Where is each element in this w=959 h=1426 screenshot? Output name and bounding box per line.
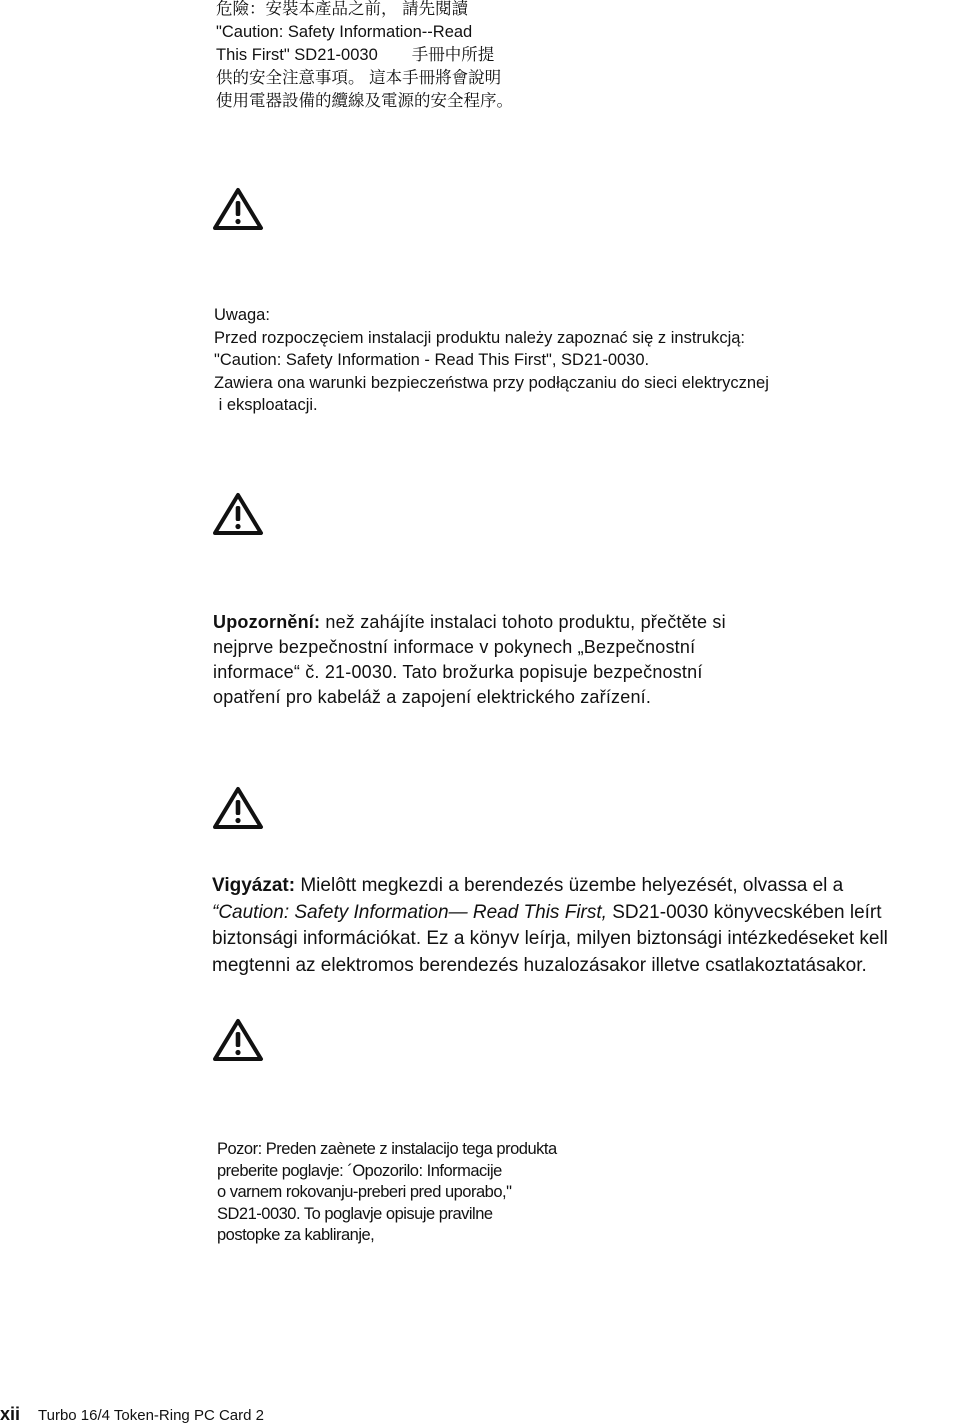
warning-triangle-icon	[212, 785, 264, 831]
notice-line	[212, 873, 888, 900]
notice-line: Uwaga:	[214, 306, 270, 324]
page-number: xii	[0, 1404, 21, 1424]
notice-line-part: 手冊中所提	[411, 46, 495, 64]
notice-line	[212, 900, 888, 927]
slovenian-safety-notice	[217, 1139, 557, 1247]
notice-line: 危險：安裝本產品之前， 請先閱讀	[216, 0, 469, 18]
notice-line: 供的安全注意事項。 這本手冊將會說明	[216, 69, 502, 87]
hungarian-safety-notice	[212, 873, 888, 979]
notice-lead: Upozornění:	[213, 612, 321, 632]
warning-triangle-icon	[212, 1017, 264, 1063]
chinese-safety-notice	[216, 0, 513, 113]
polish-safety-notice	[214, 304, 769, 417]
notice-line-part: This First" SD21-0030	[216, 46, 378, 64]
notice-line-part: než zahájíte instalaci tohoto produktu, přečtěte si	[320, 612, 726, 632]
warning-triangle-icon	[212, 186, 264, 232]
notice-line: biztonsági információkat. Ez a könyv leírja, milyen biztonsági intézkedéseket kell	[212, 928, 888, 949]
notice-line: "Caution: Safety Information--Read	[216, 23, 473, 41]
notice-line: nejprve bezpečnostní informace v pokynech „Bezpečnostní	[213, 637, 696, 657]
notice-line	[216, 44, 513, 67]
notice-line: Pozor: Preden zaènete z instalacijo tega produkta	[217, 1140, 557, 1158]
czech-safety-notice	[213, 610, 726, 710]
document-title: Turbo 16/4 Token-Ring PC Card 2	[38, 1407, 264, 1424]
notice-line: o varnem rokovanju-preberi pred uporabo,"	[217, 1183, 512, 1201]
notice-line: informace“ č. 21-0030. Tato brožurka popisuje bezpečnostní	[213, 662, 703, 682]
notice-line: postopke za kabliranje,	[217, 1226, 375, 1244]
notice-line-part: Mielôtt megkezdi a berendezés üzembe helyezését, olvassa el a	[295, 875, 844, 896]
notice-line: Przed rozpoczęciem instalacji produktu należy zapoznać się z instrukcją:	[214, 328, 745, 347]
notice-line: megtenni az elektromos berendezés huzalozásakor illetve csatlakoztatásakor.	[212, 954, 867, 976]
notice-line: Zawiera ona warunki bezpieczeństwa przy podłączaniu do sieci elektrycznej	[214, 373, 769, 392]
notice-line: SD21-0030. To poglavje opisuje pravilne	[217, 1204, 493, 1223]
page-footer	[0, 1404, 264, 1425]
warning-triangle-icon	[212, 491, 264, 537]
notice-lead: Vigyázat:	[212, 875, 296, 896]
notice-line	[213, 610, 726, 635]
notice-line-part: SD21-0030 könyvecskében leírt	[606, 901, 882, 923]
notice-line: i eksploatacji.	[214, 396, 318, 414]
notice-line: 使用電器設備的纜線及電源的安全程序。	[216, 92, 513, 110]
notice-line: opatření pro kabeláž a zapojení elektrického zařízení.	[213, 687, 652, 707]
document-reference: “Caution: Safety Information— Read This First,	[212, 901, 607, 923]
notice-line: "Caution: Safety Information - Read This First", SD21-0030.	[214, 351, 650, 369]
notice-line: preberite poglavje: ´Opozorilo: Informacije	[217, 1161, 502, 1180]
